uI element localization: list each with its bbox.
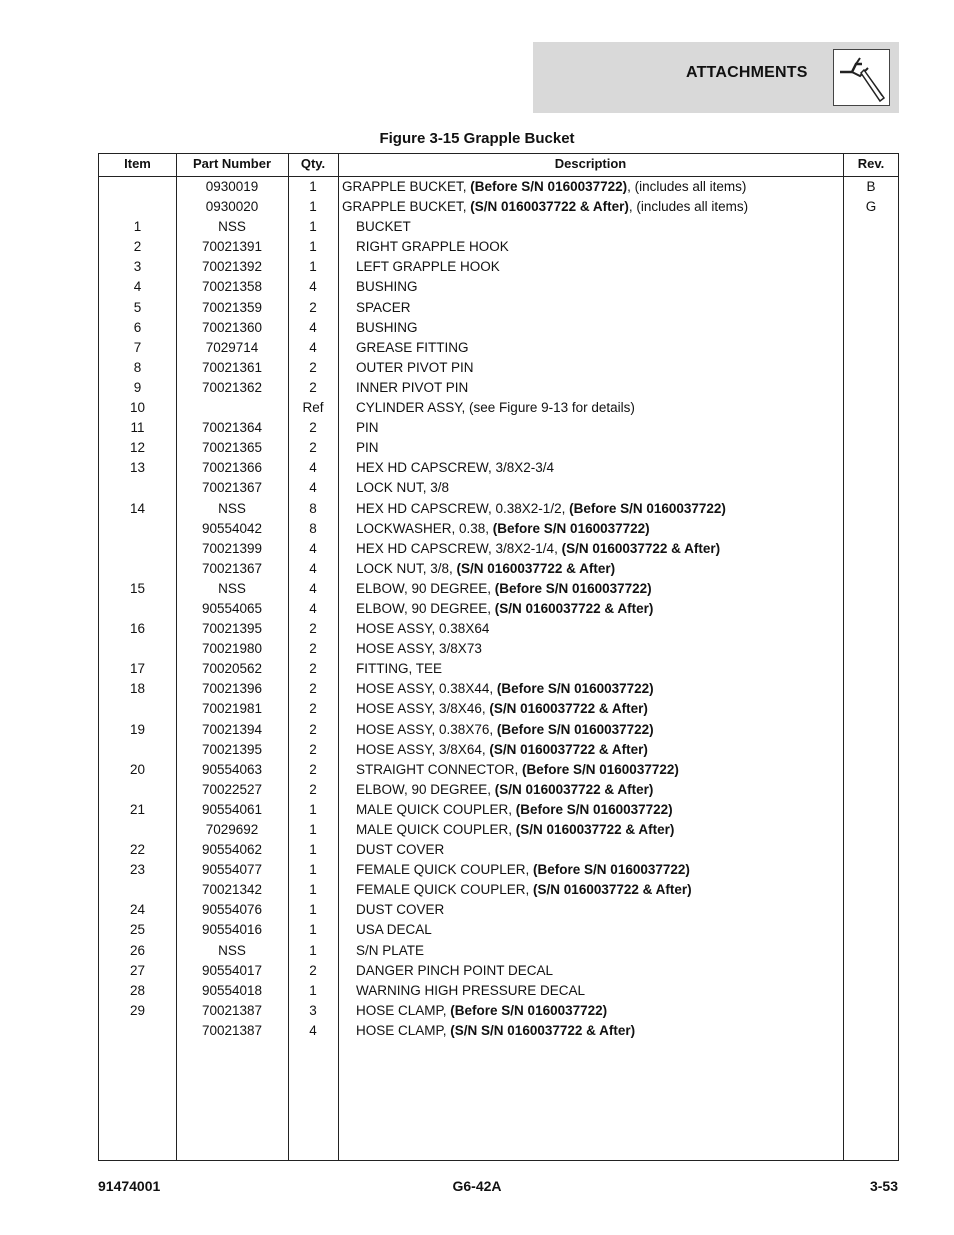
quantity: 2: [309, 420, 317, 436]
header-divider: [99, 176, 898, 177]
description: [342, 199, 748, 214]
table-row: [99, 439, 898, 459]
description-suffix: , (includes all items): [628, 199, 749, 215]
table-row: [99, 660, 898, 680]
description-text: S/N PLATE: [356, 942, 425, 958]
description: [356, 561, 615, 576]
table-row: [99, 520, 898, 540]
item-number: 1: [133, 219, 142, 235]
parts-table: [98, 153, 899, 1161]
table-row: [99, 238, 898, 258]
description-text: HOSE CLAMP,: [356, 1022, 451, 1038]
item-number: 9: [133, 379, 142, 395]
quantity: 1: [309, 842, 317, 858]
item-number: 14: [129, 500, 146, 516]
quantity: Ref: [302, 400, 324, 416]
part-number: 70021387: [201, 1022, 263, 1038]
description-text: DUST COVER: [356, 902, 445, 918]
description-text: OUTER PIVOT PIN: [356, 359, 474, 375]
table-row: [99, 560, 898, 580]
description: [356, 822, 674, 837]
description: [356, 1003, 607, 1018]
quantity: 1: [309, 942, 317, 958]
description-text: GRAPPLE BUCKET,: [342, 199, 471, 215]
description-text: DANGER PINCH POINT DECAL: [356, 962, 554, 978]
quantity: 3: [309, 1002, 317, 1018]
description-text: HEX HD CAPSCREW, 3/8X2-3/4: [356, 460, 555, 476]
table-row: [99, 319, 898, 339]
description-text: LEFT GRAPPLE HOOK: [356, 259, 500, 275]
item-number: 12: [129, 440, 146, 456]
description: [356, 902, 444, 917]
table-row: [99, 1002, 898, 1022]
description: [356, 943, 424, 958]
quantity: 2: [309, 701, 317, 717]
table-row: [99, 721, 898, 741]
part-number: 0930019: [205, 179, 259, 194]
description: [356, 440, 379, 455]
description: [356, 621, 489, 636]
part-number: 70021342: [201, 882, 263, 898]
part-number: NSS: [218, 500, 246, 516]
description-text: RIGHT GRAPPLE HOOK: [356, 239, 509, 255]
description-text: HOSE ASSY, 3/8X64,: [356, 741, 490, 757]
quantity: 4: [309, 339, 317, 355]
serial-range: (Before S/N 0160037722): [515, 801, 673, 817]
description-text: FEMALE QUICK COUPLER,: [356, 882, 534, 898]
table-row: [99, 680, 898, 700]
description: [356, 1023, 635, 1038]
serial-range: (Before S/N 0160037722): [496, 681, 654, 697]
quantity: 1: [309, 822, 317, 837]
quantity: 2: [309, 641, 317, 657]
quantity: 1: [309, 239, 317, 255]
revision: B: [866, 179, 876, 194]
table-row: [99, 359, 898, 379]
part-number: 90554065: [201, 600, 263, 616]
description: [356, 219, 411, 234]
description-text: HOSE ASSY, 3/8X46,: [356, 701, 490, 717]
quantity: 4: [309, 460, 317, 476]
quantity: 4: [309, 480, 317, 496]
table-row: [99, 761, 898, 781]
table-row: [99, 600, 898, 620]
item-number: 20: [129, 761, 146, 777]
quantity: 1: [309, 219, 317, 235]
quantity: 1: [309, 259, 317, 275]
description: [356, 681, 654, 696]
column-header-description: Description: [554, 156, 627, 171]
table-row: [99, 801, 898, 821]
description-text: DUST COVER: [356, 842, 445, 858]
item-number: 15: [129, 580, 146, 596]
description: [356, 802, 673, 817]
description-text: PIN: [356, 440, 379, 456]
part-number: 70021367: [201, 560, 263, 576]
description: [356, 480, 449, 495]
table-row: [99, 580, 898, 600]
table-row: [99, 741, 898, 761]
table-row: [99, 500, 898, 520]
item-number: 8: [133, 359, 142, 375]
part-number: 90554062: [201, 842, 263, 858]
part-number: 70021361: [201, 359, 263, 375]
serial-range: (S/N 0160037722 & After): [494, 781, 654, 797]
part-number: NSS: [218, 219, 246, 235]
table-row: [99, 942, 898, 962]
item-number: 5: [133, 299, 142, 315]
description-suffix: , (includes all items): [627, 179, 747, 194]
description-text: GREASE FITTING: [356, 339, 469, 355]
quantity: 1: [309, 902, 317, 918]
quantity: 2: [309, 661, 317, 677]
item-number: 10: [129, 400, 146, 416]
serial-range: (Before S/N 0160037722): [496, 721, 654, 737]
item-number: 23: [129, 862, 146, 878]
revision: G: [865, 199, 877, 215]
figure-title: Figure 3-15 Grapple Bucket: [379, 130, 575, 147]
quantity: 1: [309, 179, 317, 194]
part-number: 90554042: [201, 520, 263, 536]
description: [356, 400, 635, 415]
serial-range: (Before S/N 0160037722): [522, 761, 679, 777]
column-header-part-number: Part Number: [192, 156, 272, 171]
serial-range: (S/N 0160037722 & After): [494, 600, 654, 616]
part-number: 90554061: [201, 801, 263, 817]
description: [356, 641, 482, 656]
table-row: [99, 258, 898, 278]
table-row: [99, 540, 898, 560]
part-number: 70021391: [201, 239, 263, 255]
description-text: STRAIGHT CONNECTOR,: [356, 761, 523, 777]
table-row: [99, 861, 898, 881]
quantity: 4: [309, 600, 317, 616]
description: [356, 380, 468, 395]
description: [356, 521, 650, 536]
part-number: 70021367: [201, 480, 263, 496]
table-row: [99, 178, 898, 198]
description: [356, 661, 442, 676]
parts-table-body: [99, 178, 898, 1042]
part-number: 90554018: [201, 982, 263, 998]
description: [356, 460, 554, 475]
description: [356, 983, 585, 998]
part-number: 70022527: [201, 781, 263, 797]
item-number: 29: [129, 1002, 146, 1018]
part-number: 0930020: [205, 199, 259, 215]
part-number: 70021364: [201, 420, 263, 436]
part-number: 70020562: [201, 661, 263, 677]
part-number: 70021396: [201, 681, 263, 697]
part-number: 70021395: [201, 741, 263, 757]
part-number: 70021387: [201, 1002, 263, 1018]
description-text: MALE QUICK COUPLER,: [356, 801, 516, 817]
footer-document-number: 91474001: [98, 1178, 161, 1194]
item-number: 24: [129, 902, 146, 918]
quantity: 8: [309, 500, 317, 516]
serial-range: (S/N 0160037722 & After): [561, 540, 721, 556]
description: [356, 742, 648, 757]
description-text: BUCKET: [356, 219, 411, 235]
part-number: 90554077: [201, 862, 263, 878]
serial-range: (Before S/N 0160037722): [569, 500, 726, 516]
description-text: ELBOW, 90 DEGREE,: [356, 781, 495, 797]
serial-range: (S/N 0160037722 & After): [515, 822, 675, 837]
description: [356, 340, 469, 355]
description: [356, 963, 553, 978]
table-row: [99, 218, 898, 238]
description-text: ELBOW, 90 DEGREE,: [356, 600, 495, 616]
part-number: 90554016: [201, 922, 263, 938]
description-text: USA DECAL: [356, 922, 432, 938]
item-number: 25: [129, 922, 146, 938]
description-text: MALE QUICK COUPLER,: [356, 822, 516, 837]
description: [356, 581, 652, 596]
quantity: 4: [309, 540, 317, 556]
table-row: [99, 962, 898, 982]
serial-range: (Before S/N 0160037722): [533, 862, 690, 878]
quantity: 2: [309, 621, 317, 637]
description: [356, 701, 648, 716]
description: [356, 300, 411, 315]
serial-range: (S/N 0160037722 & After): [489, 741, 648, 757]
description: [356, 722, 654, 737]
description: [356, 762, 679, 777]
description: [356, 882, 692, 897]
column-header-rev: Rev.: [857, 156, 885, 171]
item-number: 2: [133, 239, 142, 255]
table-row: [99, 901, 898, 921]
table-row: [99, 459, 898, 479]
description: [356, 279, 418, 294]
description: [356, 501, 726, 516]
item-number: 13: [129, 460, 146, 476]
item-number: 19: [129, 721, 146, 737]
item-number: 3: [133, 259, 142, 275]
item-number: 27: [129, 962, 146, 978]
quantity: 4: [309, 1022, 317, 1038]
item-number: 22: [129, 842, 146, 858]
part-number: 90554076: [201, 902, 263, 918]
quantity: 1: [309, 882, 317, 898]
description-text: HOSE ASSY, 0.38X44,: [356, 681, 497, 697]
table-row: [99, 379, 898, 399]
item-number: 26: [129, 942, 146, 958]
item-number: 6: [133, 319, 142, 335]
item-number: 21: [129, 801, 146, 817]
attachment-tool-icon: [833, 49, 890, 106]
description: [356, 601, 653, 616]
description-text: FEMALE QUICK COUPLER,: [356, 862, 534, 878]
column-header-qty: Qty.: [300, 156, 326, 171]
table-row: [99, 982, 898, 1002]
table-row: [99, 278, 898, 298]
quantity: 2: [309, 440, 317, 456]
serial-range: (S/N S/N 0160037722 & After): [450, 1022, 636, 1038]
description-text: HOSE CLAMP,: [356, 1002, 451, 1018]
part-number: 70021980: [201, 641, 263, 657]
part-number: 70021395: [201, 621, 263, 637]
part-number: 7029692: [205, 822, 259, 837]
footer-model: G6-42A: [452, 1178, 502, 1194]
table-row: [99, 299, 898, 319]
quantity: 2: [309, 962, 317, 978]
item-number: 11: [130, 420, 145, 436]
description-text: CYLINDER ASSY, (see Figure 9-13 for details): [356, 400, 635, 416]
part-number: 70021359: [201, 299, 263, 315]
quantity: 1: [309, 862, 317, 878]
item-number: 4: [133, 279, 142, 295]
column-header-item: Item: [124, 156, 151, 171]
description-text: FITTING, TEE: [356, 661, 443, 677]
serial-range: (S/N 0160037722 & After): [456, 560, 616, 576]
table-row: [99, 821, 898, 841]
quantity: 1: [309, 801, 317, 817]
description: [356, 862, 690, 877]
item-number: 16: [129, 621, 146, 637]
description: [356, 420, 379, 435]
part-number: 90554017: [201, 962, 263, 978]
quantity: 2: [309, 741, 317, 757]
part-number: 70021399: [201, 540, 263, 556]
part-number: 70021981: [201, 701, 263, 717]
table-row: [99, 198, 898, 218]
table-row: [99, 419, 898, 439]
table-row: [99, 781, 898, 801]
part-number: 70021365: [201, 440, 263, 456]
description-text: LOCK NUT, 3/8,: [356, 560, 457, 576]
description: [356, 842, 444, 857]
description-text: HEX HD CAPSCREW, 0.38X2-1/2,: [356, 500, 570, 516]
quantity: 2: [309, 299, 317, 315]
quantity: 2: [309, 379, 317, 395]
description: [356, 782, 653, 797]
description-text: HOSE ASSY, 0.38X76,: [356, 721, 497, 737]
quantity: 8: [309, 520, 317, 536]
description-text: HOSE ASSY, 0.38X64: [356, 621, 490, 637]
description: [356, 239, 509, 254]
table-row: [99, 479, 898, 499]
table-row: [99, 1022, 898, 1042]
quantity: 4: [309, 319, 317, 335]
description-text: LOCK NUT, 3/8: [356, 480, 450, 496]
table-row: [99, 921, 898, 941]
serial-range: (Before S/N 0160037722): [470, 179, 628, 194]
serial-range: (S/N 0160037722 & After): [489, 701, 648, 717]
description: [356, 320, 418, 335]
part-number: 70021360: [201, 319, 263, 335]
part-number: 70021394: [201, 721, 263, 737]
part-number: 70021366: [201, 460, 263, 476]
part-number: NSS: [218, 580, 246, 596]
table-row: [99, 700, 898, 720]
quantity: 2: [309, 681, 317, 697]
table-row: [99, 620, 898, 640]
serial-range: (S/N 0160037722 & After): [470, 199, 629, 215]
description: [356, 541, 720, 556]
serial-range: (Before S/N 0160037722): [494, 580, 652, 596]
quantity: 4: [309, 560, 317, 576]
quantity: 2: [309, 781, 317, 797]
description-text: GRAPPLE BUCKET,: [342, 179, 471, 194]
footer-page-number: 3-53: [869, 1178, 898, 1194]
description: [356, 922, 432, 937]
quantity: 2: [309, 761, 317, 777]
table-row: [99, 339, 898, 359]
quantity: 1: [309, 982, 317, 998]
part-number: 70021392: [201, 259, 263, 275]
description: [356, 259, 500, 274]
table-row: [99, 881, 898, 901]
description-text: SPACER: [356, 299, 411, 315]
description-text: LOCKWASHER, 0.38,: [356, 520, 493, 536]
quantity: 2: [309, 721, 317, 737]
description-text: WARNING HIGH PRESSURE DECAL: [356, 982, 586, 998]
description-text: PIN: [356, 420, 379, 436]
item-number: 17: [129, 661, 146, 677]
table-row: [99, 841, 898, 861]
description-text: HEX HD CAPSCREW, 3/8X2-1/4,: [356, 540, 562, 556]
description: [342, 179, 746, 194]
section-title: ATTACHMENTS: [686, 64, 808, 81]
description-text: BUSHING: [356, 319, 418, 335]
item-number: 18: [129, 681, 146, 697]
description-text: HOSE ASSY, 3/8X73: [356, 641, 482, 657]
description-text: BUSHING: [356, 279, 418, 295]
description-text: INNER PIVOT PIN: [356, 379, 469, 395]
serial-range: (S/N 0160037722 & After): [533, 882, 692, 898]
item-number: 28: [129, 982, 146, 998]
part-number: 70021358: [201, 279, 263, 295]
quantity: 4: [309, 279, 317, 295]
description: [356, 360, 474, 375]
table-row: [99, 399, 898, 419]
quantity: 4: [309, 580, 317, 596]
table-row: [99, 640, 898, 660]
quantity: 1: [309, 922, 317, 938]
serial-range: (Before S/N 0160037722): [450, 1002, 608, 1018]
quantity: 1: [309, 199, 317, 215]
quantity: 2: [309, 359, 317, 375]
part-number: 90554063: [201, 761, 263, 777]
serial-range: (Before S/N 0160037722): [492, 520, 650, 536]
part-number: NSS: [218, 942, 246, 958]
part-number: 70021362: [201, 379, 263, 395]
item-number: 7: [133, 339, 142, 355]
part-number: 7029714: [205, 339, 259, 355]
description-text: ELBOW, 90 DEGREE,: [356, 580, 495, 596]
